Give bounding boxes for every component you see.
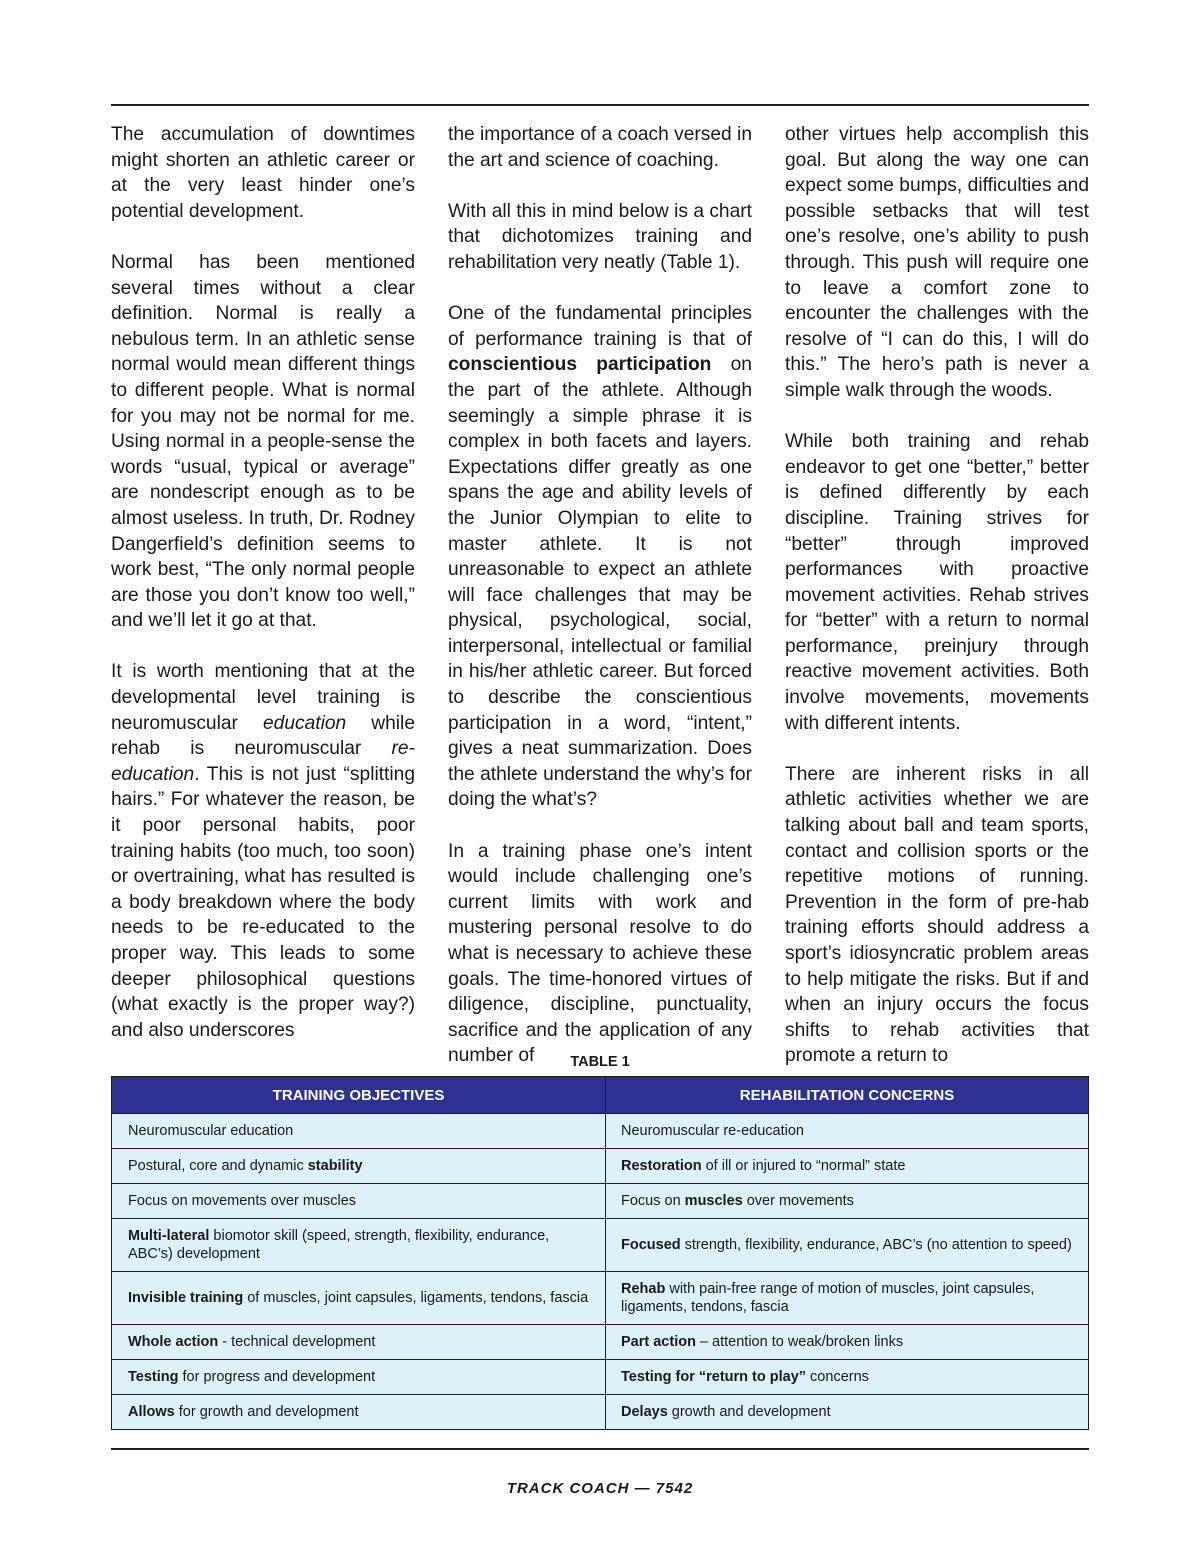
rehabilitation-concern-cell: Part action – attention to weak/broken links bbox=[606, 1325, 1089, 1360]
training-objective-cell: Whole action - technical development bbox=[112, 1325, 606, 1360]
table-row bbox=[112, 1149, 1089, 1184]
table-header-row bbox=[112, 1077, 1089, 1114]
training-objective-cell: Allows for growth and development bbox=[112, 1395, 606, 1430]
rehabilitation-concern-cell: Restoration of ill or injured to “normal” state bbox=[606, 1149, 1089, 1184]
top-rule bbox=[111, 104, 1089, 106]
table-row bbox=[112, 1114, 1089, 1149]
paragraph: While both training and rehab endeavor to get one “better,” better is defined differently by each discipline. Training strives for “better” through improved performances with proactive movement activities. Rehab strives for “better” with a return to normal performance, preinjury through reactive movement activities. Both involve movements, movements with different intents. bbox=[785, 431, 1089, 734]
rehabilitation-concern-cell: Focus on muscles over movements bbox=[606, 1184, 1089, 1219]
text-column-2 bbox=[448, 122, 752, 1095]
comparison-table bbox=[111, 1076, 1089, 1430]
table-row bbox=[112, 1219, 1089, 1272]
paragraph: In a training phase one’s intent would include challenging one’s current limits with work and mustering personal resolve to do what is necessary to achieve these goals. The time-honored virtues of diligence, discipline, punctuality, sacrifice and the application of any number of bbox=[448, 840, 752, 1067]
table-row bbox=[112, 1395, 1089, 1430]
page-footer: TRACK COACH — 7542 bbox=[506, 1480, 694, 1497]
table-caption: TABLE 1 bbox=[570, 1054, 630, 1070]
training-objective-cell: Multi-lateral biomotor skill (speed, strength, flexibility, endurance, ABC’s) development bbox=[112, 1219, 606, 1272]
table-row bbox=[112, 1272, 1089, 1325]
text-column-1 bbox=[111, 122, 415, 1069]
training-objective-cell: Postural, core and dynamic stability bbox=[112, 1149, 606, 1184]
paragraph: the importance of a coach versed in the art and science of coaching. bbox=[448, 124, 752, 171]
paragraph: Normal has been mentioned several times without a clear definition. Normal is really a nebulous term. In an athletic sense normal would mean different things to different people. What is normal for you may not be normal for me. Using normal in a people-sense the words “usual, typical or average” are nondescript enough as to be almost useless. In truth, Dr. Rodney Dangerfield’s definition seems to work best, “The only normal people are those you don’t know too well,” and we’ll let it go at that. bbox=[111, 251, 415, 632]
training-objective-cell: Testing for progress and development bbox=[112, 1360, 606, 1395]
text-column-3 bbox=[785, 122, 1089, 1095]
column-header-training: TRAINING OBJECTIVES bbox=[112, 1077, 606, 1114]
table-row bbox=[112, 1325, 1089, 1360]
paragraph: It is worth mentioning that at the developmental level training is neuromuscular education while rehab is neuromuscular re-education. This is not just “splitting hairs.” For whatever the reason, be it poor personal habits, poor training habits (too much, too soon) or overtraining, what has resulted is a body breakdown where the body needs to be re-educated to the proper way. This leads to some deeper philosophical questions (what exactly is the proper way?) and also underscores bbox=[111, 661, 415, 1041]
rehabilitation-concern-cell: Neuromuscular re-education bbox=[606, 1114, 1089, 1149]
paragraph: There are inherent risks in all athletic activities whether we are talking about ball and team sports, contact and collision sports or the repetitive motions of running. Prevention in the form of pre-hab training efforts should address a sport’s idiosyncratic problem areas to help mitigate the risks. But if and when an injury occurs the focus shifts to rehab activities that promote a return to bbox=[785, 763, 1089, 1067]
training-objective-cell: Focus on movements over muscles bbox=[112, 1184, 606, 1219]
rehabilitation-concern-cell: Delays growth and development bbox=[606, 1395, 1089, 1430]
paragraph: One of the fundamental principles of performance training is that of conscientious participation on the part of the athlete. Although seemingly a simple phrase it is complex in both facets and layers. Expectations differ greatly as one spans the age and ability levels of the Junior Olympian to elite to master athlete. It is not unreasonable to expect an athlete will face challenges that may be physical, psychological, social, interpersonal, intellectual or familial in his/her athletic career. But forced to describe the conscientious participation in a word, “intent,” gives a neat summarization. Does the athlete understand the why’s for doing the what’s? bbox=[448, 303, 752, 811]
training-objective-cell: Invisible training of muscles, joint capsules, ligaments, tendons, fascia bbox=[112, 1272, 606, 1325]
rehabilitation-concern-cell: Rehab with pain-free range of motion of muscles, joint capsules, ligaments, tendons, fascia bbox=[606, 1272, 1089, 1325]
rehabilitation-concern-cell: Testing for “return to play” concerns bbox=[606, 1360, 1089, 1395]
table-row bbox=[112, 1360, 1089, 1395]
table-row bbox=[112, 1184, 1089, 1219]
paragraph: other virtues help accomplish this goal. But along the way one can expect some bumps, difficulties and possible setbacks that will test one’s resolve, one’s ability to push through. This push will require one to leave a comfort zone to encounter the challenges with the resolve of “I can do this, I will do this.” The hero’s path is never a simple walk through the woods. bbox=[785, 124, 1089, 401]
paragraph: With all this in mind below is a chart that dichotomizes training and rehabilitation very neatly (Table 1). bbox=[448, 200, 752, 273]
bottom-rule bbox=[111, 1448, 1089, 1450]
rehabilitation-concern-cell: Focused strength, flexibility, endurance, ABC’s (no attention to speed) bbox=[606, 1219, 1089, 1272]
paragraph: The accumulation of downtimes might shorten an athletic career or at the very least hinder one’s potential development. bbox=[111, 124, 415, 222]
training-objective-cell: Neuromuscular education bbox=[112, 1114, 606, 1149]
column-header-rehabilitation: REHABILITATION CONCERNS bbox=[606, 1077, 1089, 1114]
